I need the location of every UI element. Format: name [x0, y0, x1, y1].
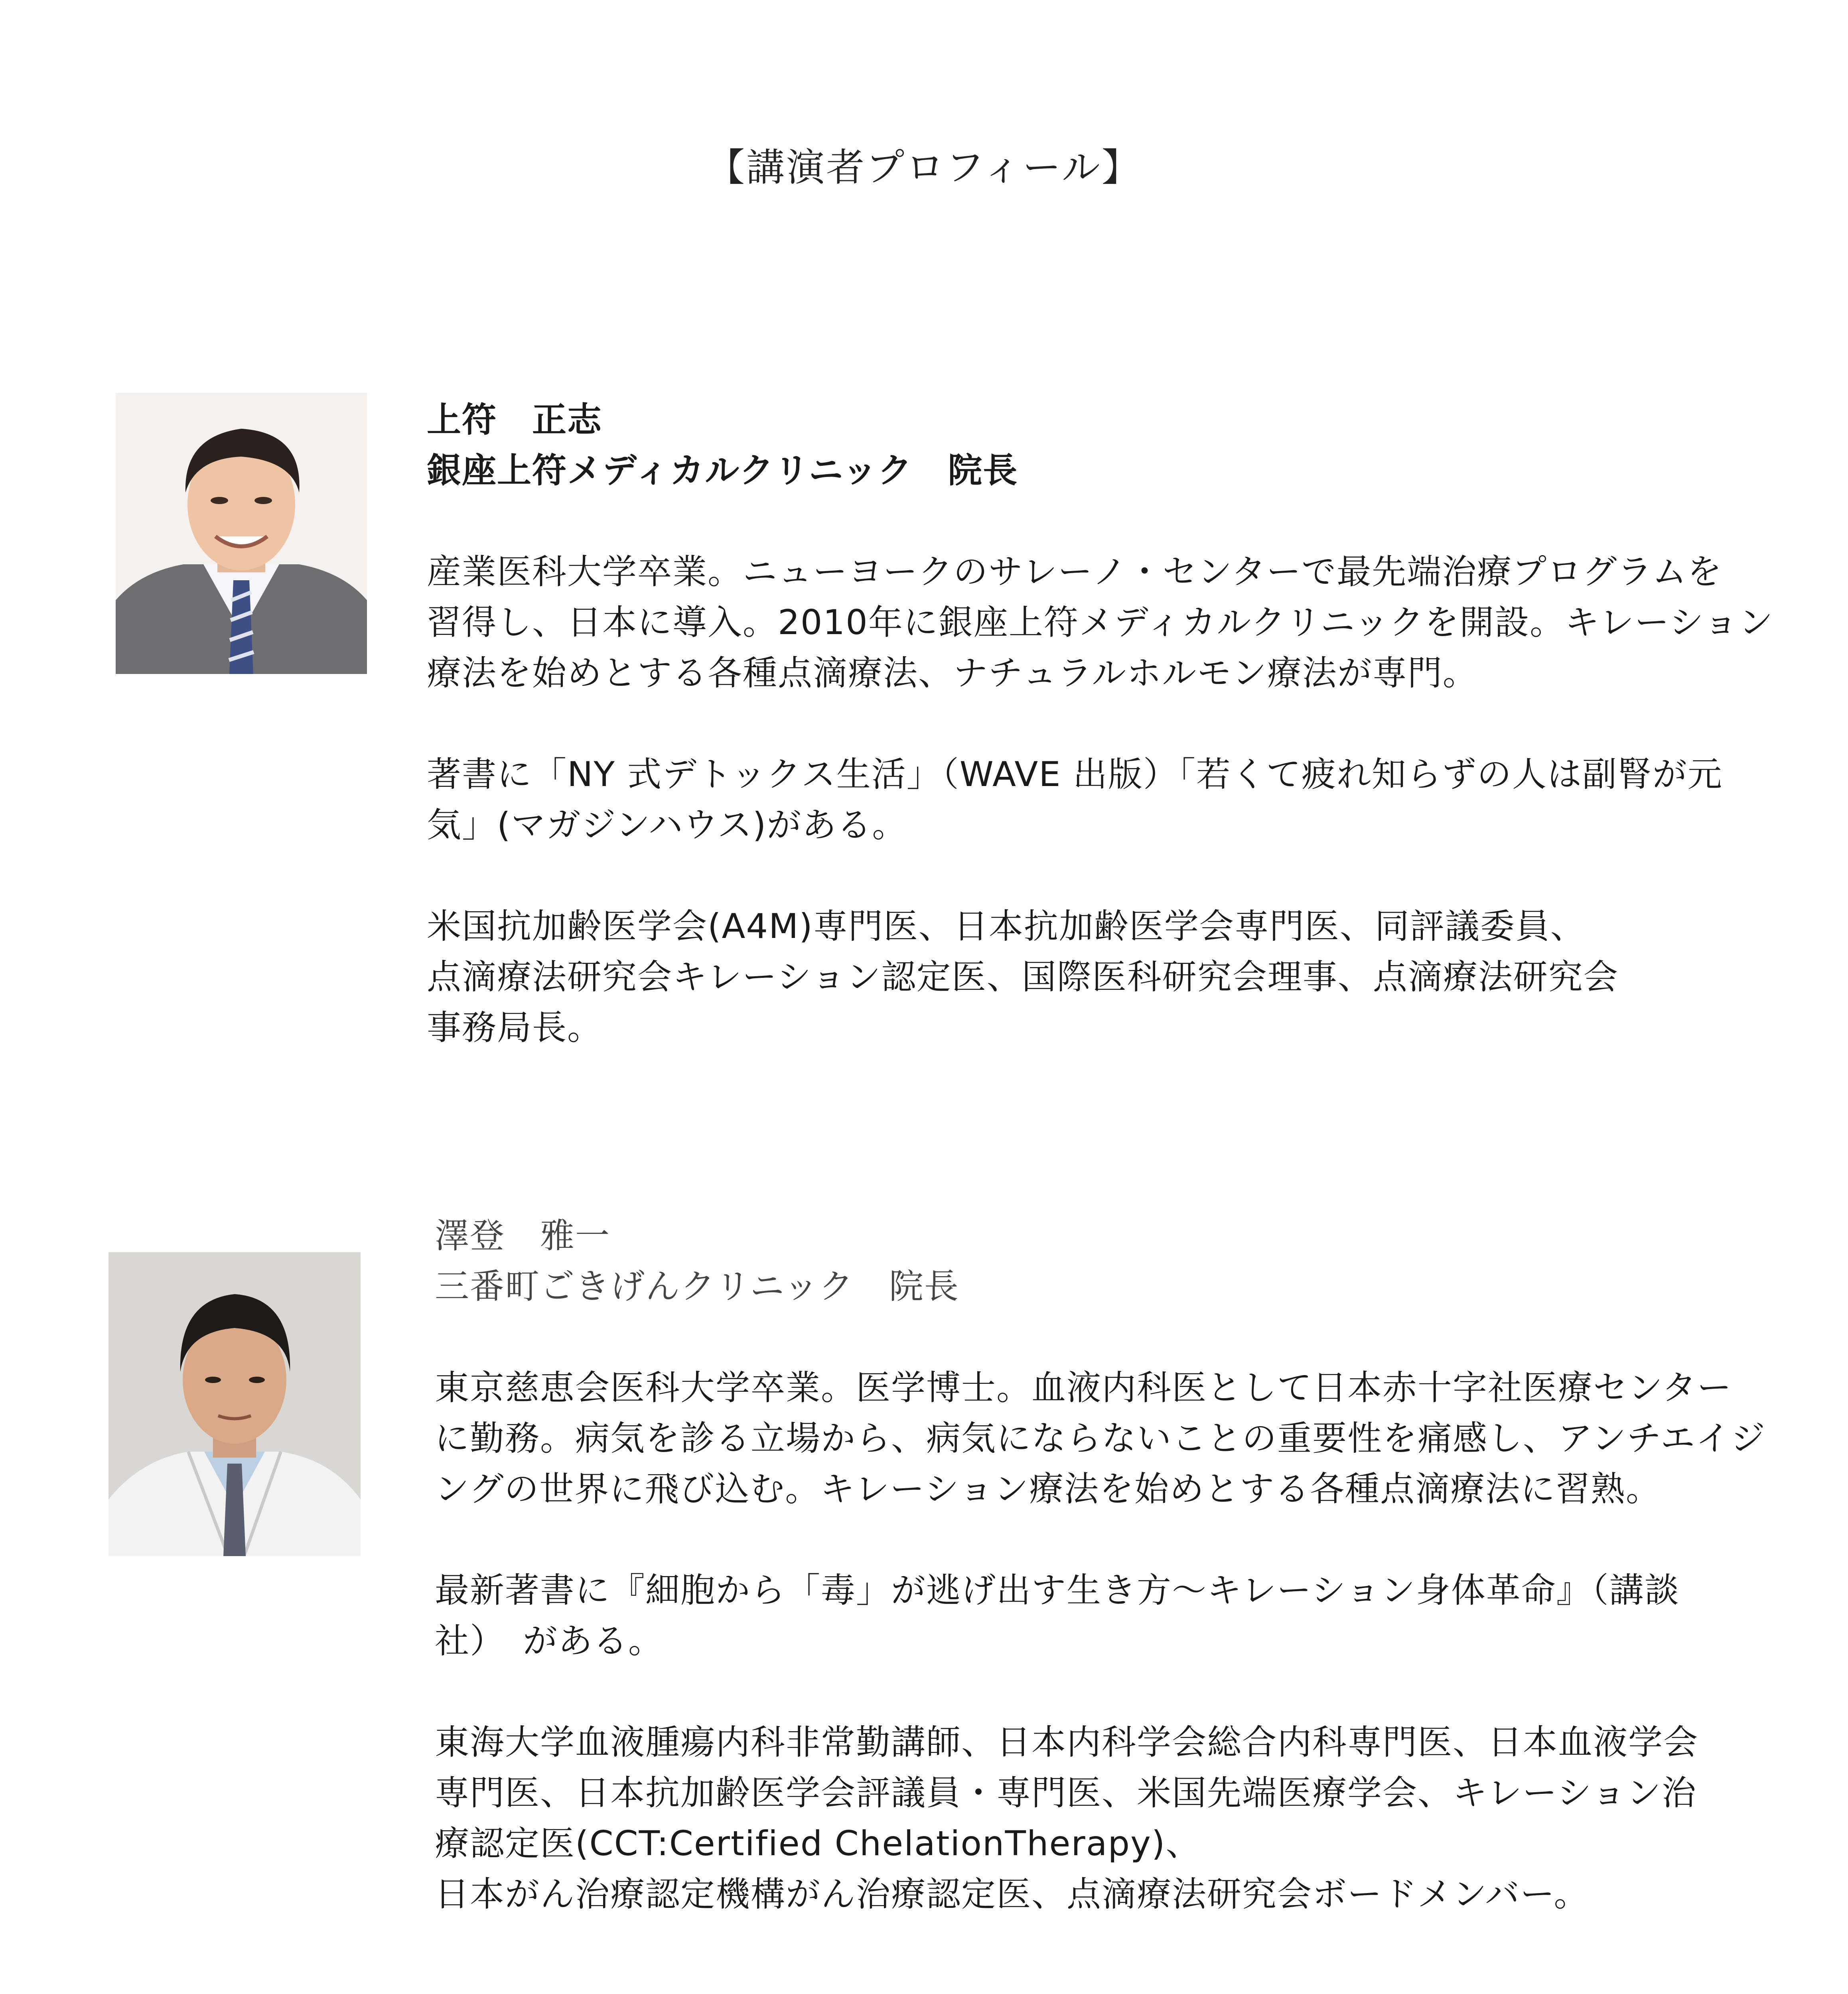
- speaker-2-photo: [108, 1252, 361, 1556]
- speaker-2-bio-line: 東京慈恵会医科大学卒業。医学博士。血液内科医として日本赤十字社医療センター: [435, 1368, 1732, 1408]
- spacer: [427, 851, 1774, 901]
- spacer: [427, 496, 1774, 547]
- speaker-2-books-line: 社） がある。: [435, 1621, 663, 1661]
- speaker-1-profile: [427, 395, 1774, 1053]
- speaker-1-credentials-line: 米国抗加齢医学会(A4M)専門医、日本抗加齢医学会専門医、同評議委員、: [427, 906, 1586, 946]
- speaker-1-bio-line: 療法を始めとする各種点滴療法、ナチュラルホルモン療法が専門。: [427, 653, 1478, 693]
- speaker-2-credentials-line: 日本がん治療認定機構がん治療認定医、点滴療法研究会ボードメンバー。: [435, 1874, 1589, 1914]
- speaker-1-bio-line: 産業医科大学卒業。ニューヨークのサレーノ・センターで最先端治療プログラムを: [427, 552, 1723, 592]
- speaker-1-credentials-line: 点滴療法研究会キレーション認定医、国際医科研究会理事、点滴療法研究会: [427, 957, 1619, 997]
- page-title: 【講演者プロフィール】: [706, 145, 1142, 190]
- spacer: [435, 1515, 1766, 1565]
- spacer: [435, 1312, 1766, 1363]
- speaker-2-bio-line: に勤務。病気を診る立場から、病気にならないことの重要性を痛感し、アンチエイジ: [435, 1419, 1766, 1458]
- speaker-1-affiliation: 銀座上符メディカルクリニック 院長: [427, 451, 1018, 491]
- speaker-2-bio-line: ングの世界に飛び込む。キレーション療法を始めとする各種点滴療法に習熟。: [435, 1469, 1661, 1509]
- speaker-2-name: 澤登 雅一: [435, 1216, 610, 1256]
- speaker-2-credentials-line: 東海大学血液腫瘍内科非常勤講師、日本内科学会総合内科専門医、日本血液学会: [435, 1722, 1698, 1762]
- speaker-2-affiliation: 三番町ごきげんクリニック 院長: [435, 1267, 959, 1306]
- spacer: [427, 699, 1774, 749]
- speaker-1-bio-line: 習得し、日本に導入。2010年に銀座上符メディカルクリニックを開設。キレーション: [427, 603, 1774, 642]
- speaker-1-photo: [116, 393, 367, 674]
- speaker-1-books-line: 著書に「NY 式デトックス生活」（WAVE 出版）「若くて疲れ知らずの人は副腎が元: [427, 755, 1723, 794]
- speaker-2-credentials-line: 専門医、日本抗加齢医学会評議員・専門医、米国先端医療学会、キレーション治: [435, 1773, 1697, 1813]
- spacer: [435, 1667, 1766, 1717]
- speaker-2-profile: [435, 1211, 1766, 1920]
- speaker-1-credentials-line: 事務局長。: [427, 1008, 602, 1048]
- speaker-1-name: 上符 正志: [427, 400, 602, 440]
- speaker-2-books-line: 最新著書に『細胞から「毒」が逃げ出す生き方～キレーション身体革命』（講談: [435, 1570, 1680, 1610]
- speaker-2-credentials-line: 療認定医(CCT:Certified ChelationTherapy)、: [435, 1824, 1201, 1864]
- speaker-1-books-line: 気」(マガジンハウス)がある。: [427, 805, 907, 845]
